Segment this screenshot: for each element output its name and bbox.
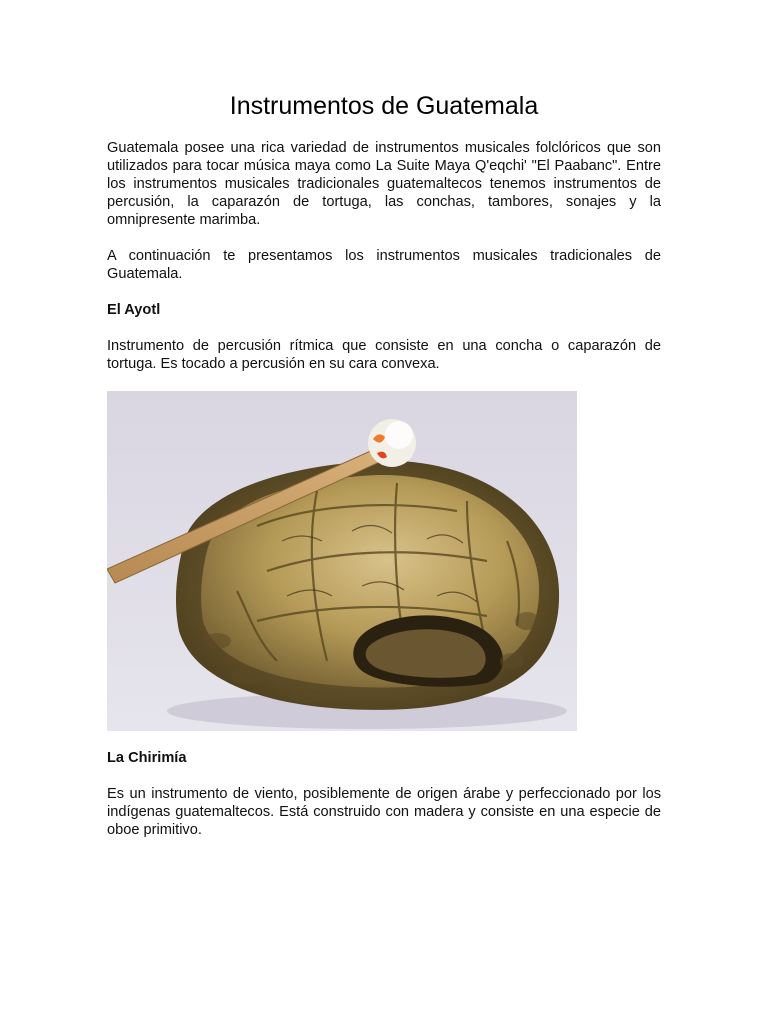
section-text-chirimia: Es un instrumento de viento, posiblemente de origen árabe y perfeccionado por los indígenas guatemaltecos. Está construido con madera y consiste en una especie de oboe primitivo. xyxy=(107,786,661,838)
second-paragraph: A continuación te presentamos los instrumentos musicales tradicionales de Guatemala. xyxy=(107,248,661,282)
section-heading-chirimia: La Chirimía xyxy=(107,750,187,766)
turtle-shell-photo xyxy=(107,391,577,731)
section-heading-ayotl: El Ayotl xyxy=(107,302,161,318)
document-body xyxy=(107,139,661,857)
section-text-ayotl: Instrumento de percusión rítmica que consiste en una concha o caparazón de tortuga. Es tocado a percusión en su cara convexa. xyxy=(107,338,661,372)
intro-paragraph: Guatemala posee una rica variedad de instrumentos musicales folclóricos que son utilizados para tocar música maya como La Suite Maya Q'eqchi' "El Paabanc". Entre los instrumentos musicales tradicionales guatemaltecos tenemos instrumentos de percusión, la caparazón de tortuga, las conchas, tambores, sonajes y la omnipresente marimba. xyxy=(107,140,661,228)
page-title: Instrumentos de Guatemala xyxy=(229,92,539,120)
